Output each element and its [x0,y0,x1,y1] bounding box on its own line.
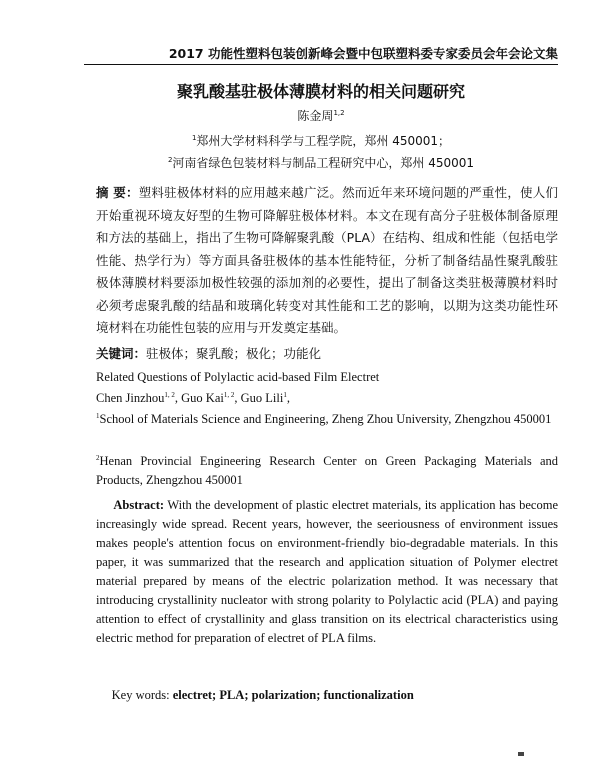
affiliation-cn-1 [84,132,558,149]
paper-title-en: Related Questions of Polylactic acid-based Film Electret [96,370,380,384]
abstract-text-en: With the development of plastic electret materials, its application has become increasingly wide spread. Recent years, however, the seeriousness of environment issues makes people's attention focus on environment-friendly bio-degradable materials. In this paper, it was summarized that the research and application situation of Polymer electret material prepared by means of the electric polarization method. It was necessary that introducing crystallinity nucleator with strong polarity to Polylactic acid (PLA) and paying attention to effect of crystallinity and glass transition on its electrical characteristics using electric method for preparation of electret of PLA films. [96,498,558,645]
affiliation-cn-2 [84,154,558,171]
author-name-en: Guo Kai [181,391,224,405]
affiliation-text: 郑州大学材料科学与工程学院，郑州 450001； [196,134,451,148]
affiliation-text-en: Henan Provincial Engineering Research Center on Green Packaging Materials and Products, Zhengzhou 450001 [96,454,558,487]
keywords-label-en: Key words: [111,688,170,702]
abstract-en [96,496,558,648]
paper-title-cn: 聚乳酸基驻极体薄膜材料的相关问题研究 [176,82,465,101]
author-name-en: Guo Lili [240,391,284,405]
author-cn [84,107,558,124]
keywords-text-en: electret; PLA; polarization; functionalization [172,688,414,702]
affiliation-text-en: School of Materials Science and Engineering, Zheng Zhou University, Zhengzhou 450001 [99,412,552,426]
affiliation-text: 河南省绿色包装材料与制品工程研究中心，郑州 450001 [172,156,475,170]
affiliation-sup: 2 [167,156,173,164]
author-sup-en: 1 [283,390,287,399]
keywords-text-cn: 驻极体；聚乳酸；极化；功能化 [146,346,322,361]
affiliation-sup-en: 1 [96,411,100,420]
affiliation-sup: 1 [191,134,197,142]
abstract-cn [96,182,558,340]
affiliation-sup-en: 2 [96,453,100,462]
running-header: 2017 功能性塑料包装创新峰会暨中包联塑料委专家委员会年会论文集 [168,46,558,61]
authors-en: Chen Jinzhou$^{1, 2}$, Guo Kai$^{1, 2}$, Guo Lili$^1$, [96,390,290,405]
author-name-cn: 陈金周 [297,109,334,123]
affiliation-en-2 [96,452,558,490]
author-sup-en: 1, 2 [223,390,235,399]
author-name-en: Chen Jinzhou [96,391,165,405]
keywords-en [96,686,558,705]
keywords-cn [96,344,558,362]
keywords-label-cn: 关键词： [96,346,147,361]
abstract-text-cn: 塑料驻极体材料的应用越来越广泛。然而近年来环境问题的严重性，使人们开始重视环境友好型的生物可降解驻极体材料。本文在现有高分子驻极体制备原理和方法的基础上，指出了生物可降解聚乳酸（PLA）在结构、组成和性能（包括电学性能、热学行为）等方面具备驻极体的基本性能特征，分析了制备结晶性聚乳酸驻极体薄膜材料要添加极性较强的添加剂的必要性，提出了制备这类驻极薄膜材料时必须考虑聚乳酸的结晶和玻璃化转变对其性能和工艺的影响，以期为这类功能性环境材料在功能性包装的应用与开发奠定基础。 [96,185,558,335]
abstract-label-cn: 摘 要： [96,185,139,200]
header-rule [84,64,558,65]
affiliation-en-1 [96,410,558,429]
author-sup-cn: 1,2 [333,109,345,117]
author-sup-en: 1, 2 [164,390,175,399]
scan-mark [518,752,524,756]
abstract-label-en: Abstract: [113,498,165,512]
